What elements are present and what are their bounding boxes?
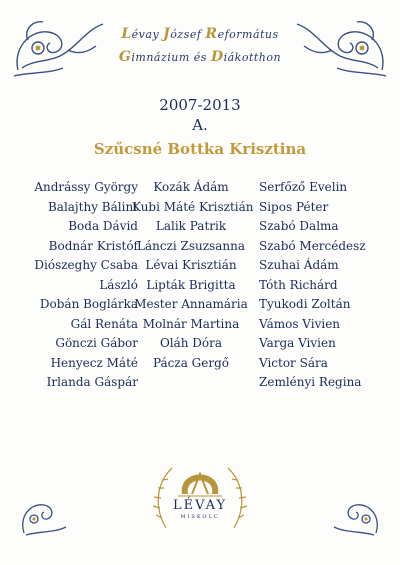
student-name: Irlanda Gáspár (46, 375, 138, 389)
student-name: Bodnár Kristóf (48, 238, 138, 253)
student-column-3 (259, 178, 366, 393)
student-name: Lévai Krisztián (145, 258, 237, 272)
student-name: Tyukodi Zoltán (259, 297, 351, 311)
omega-laurel-logo-icon (148, 448, 252, 538)
logo-city: MISKOLC (180, 514, 220, 520)
school-word: évay (131, 28, 164, 41)
school-word: ózsef (170, 28, 206, 41)
flourish-ornament-icon (292, 10, 392, 80)
school-word: és (193, 51, 211, 64)
student-name: Kubi Máté Krisztián (132, 199, 254, 214)
student-name: Lipták Brigitta (146, 277, 236, 292)
class-years: 2007-2013 (159, 96, 241, 114)
student-name: Varga Vivien (259, 336, 336, 350)
student-name: Tóth Richárd (259, 277, 338, 292)
school-name-line-1: Lévay József Református (121, 26, 279, 42)
flourish-ornament-icon (8, 10, 108, 80)
student-name: Vámos Vivien (259, 316, 341, 331)
class-label: A. (192, 116, 208, 134)
student-name: Mester Annamária (134, 297, 248, 311)
student-name: Diószeghy Csaba (34, 258, 138, 272)
student-name: Zemlényi Regina (259, 375, 362, 389)
student-name: Gál Renáta (70, 316, 138, 331)
flourish-ornament-icon (14, 483, 74, 543)
student-column-2 (132, 178, 254, 373)
student-name: Szabó Dalma (259, 219, 339, 233)
school-name-line-2: Gimnázium és Diákotthon (118, 49, 282, 65)
student-name: Gönczi Gábor (55, 336, 138, 350)
school-word: eformátus (217, 28, 279, 41)
student-name: Boda Dávid (68, 219, 138, 233)
student-name: Molnár Martina (142, 316, 240, 331)
student-name: Pácza Gergő (152, 355, 230, 370)
student-name: Lalik Patrik (155, 219, 227, 233)
student-name: Andrássy György (34, 180, 138, 194)
school-word: iákotthon (223, 51, 282, 64)
student-name: Szuhai Ádám (259, 258, 339, 272)
student-name: Szabó Mercédesz (259, 238, 366, 253)
student-name: Oláh Dóra (159, 336, 223, 350)
student-column-1 (34, 178, 138, 393)
class-teacher: Szűcsné Bottka Krisztina (93, 140, 307, 158)
student-name: Victor Sára (259, 355, 328, 370)
logo-wordmark: LÉVAY (172, 498, 228, 513)
student-name: László (99, 277, 138, 292)
student-name: Sipos Péter (259, 199, 329, 214)
school-word: imnázium (131, 51, 194, 64)
student-name: Balajthy Bálint (47, 199, 138, 214)
student-name: Serfőző Evelin (259, 180, 348, 194)
student-name: Henyecz Máté (50, 355, 138, 370)
flourish-ornament-icon (326, 483, 386, 543)
student-name: Lánczi Zsuzsanna (136, 238, 246, 253)
student-name: Dobán Boglárka (39, 297, 138, 311)
student-name: Kozák Ádám (153, 180, 229, 194)
